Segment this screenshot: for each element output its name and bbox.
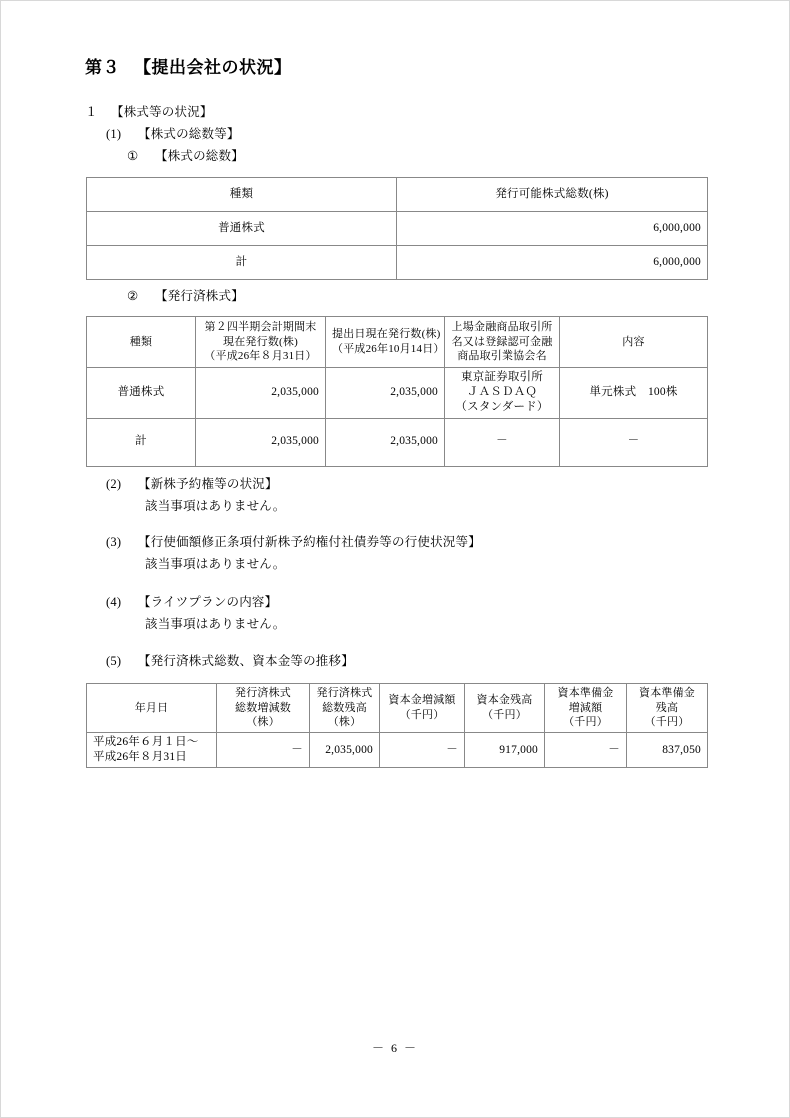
t2-row0-filing-shares: 2,035,000 xyxy=(326,368,445,419)
t3-header-reserve-change-l2: 増減額 xyxy=(568,701,603,714)
t2-header-type: 種類 xyxy=(87,317,196,368)
t3-header-capital-balance xyxy=(465,684,545,733)
table-row xyxy=(87,317,708,368)
t3-header-reserve-change-l1: 資本準備金 xyxy=(557,687,614,700)
table-row xyxy=(87,178,708,212)
section-heading-1-2 xyxy=(106,474,278,492)
table-row xyxy=(87,733,708,768)
table-total-shares xyxy=(86,177,708,280)
t3-header-capital-change-l2: （千円） xyxy=(399,709,445,721)
t2-row0-exchange-line3: （スタンダード） xyxy=(455,401,549,414)
t2-row0-q2-shares: 2,035,000 xyxy=(196,368,326,419)
t2-row1-type: 計 xyxy=(87,418,196,466)
section-heading-1-1-2 xyxy=(127,286,244,304)
t2-header-q2-line2: 現在発行数(株) xyxy=(223,335,298,348)
page-title-number: 第３ xyxy=(85,58,120,77)
t2-row1-filing-shares: 2,035,000 xyxy=(326,418,445,466)
t3-header-reserve-change xyxy=(545,684,627,733)
t2-header-q2 xyxy=(196,317,326,368)
section-1-2-label: 【新株予約権等の状況】 xyxy=(138,477,278,491)
t3-header-capital-balance-l1: 資本金残高 xyxy=(476,694,533,707)
section-heading-1-4 xyxy=(106,592,277,610)
page-footer: － 6 － xyxy=(371,1041,418,1055)
t2-row0-exchange-line1: 東京証券取引所 xyxy=(461,371,543,383)
t2-header-filing-line1: 提出日現在発行数(株) xyxy=(332,328,441,341)
t3-row0-date-l2: 平成26年８月31日 xyxy=(93,751,187,764)
section-1-4-marker: (4) xyxy=(106,595,122,609)
t2-header-exchange xyxy=(445,317,560,368)
t3-row0-reserve-balance: 837,050 xyxy=(627,733,708,768)
page-title-text: 【提出会社の状況】 xyxy=(134,58,292,77)
table-issued-shares xyxy=(86,316,708,467)
section-1-1-label: 【株式の総数等】 xyxy=(138,127,240,141)
t2-header-exchange-line2: 名又は登録認可金融 xyxy=(451,335,553,348)
t3-row0-capital-change: － xyxy=(380,733,465,768)
t3-header-capital-balance-l2: （千円） xyxy=(482,709,527,721)
section-heading-1 xyxy=(85,102,213,120)
t2-row1-q2-shares: 2,035,000 xyxy=(196,418,326,466)
t3-header-issued-balance xyxy=(310,684,380,733)
t3-header-date: 年月日 xyxy=(87,684,217,733)
t1-row1-type: 計 xyxy=(87,246,397,280)
section-1-marker: １ xyxy=(85,105,98,119)
section-1-1-2-marker: ② xyxy=(127,289,139,303)
section-heading-1-5 xyxy=(106,651,354,669)
t1-row1-total: 6,000,000 xyxy=(397,246,708,280)
section-1-4-label: 【ライツプランの内容】 xyxy=(138,595,278,609)
t3-header-capital-change xyxy=(380,684,465,733)
section-1-3-body: 該当事項はありません。 xyxy=(145,557,286,571)
t2-row0-exchange xyxy=(445,368,560,419)
t2-row1-exchange: － xyxy=(445,418,560,466)
t2-row1-content: － xyxy=(560,418,708,466)
t3-row0-capital-balance: 917,000 xyxy=(465,733,545,768)
t2-row0-type: 普通株式 xyxy=(87,368,196,419)
t3-row0-date xyxy=(87,733,217,768)
section-1-1-2-label: 【発行済株式】 xyxy=(155,289,244,303)
section-1-2-marker: (2) xyxy=(106,477,122,491)
t3-row0-issued-change: － xyxy=(217,733,310,768)
t3-header-issued-change-l2: 総数増減数 xyxy=(235,701,291,714)
t3-header-issued-change-l3: （株） xyxy=(246,716,280,729)
t2-header-exchange-line3: 商品取引業協会名 xyxy=(457,350,547,363)
t3-header-reserve-balance-l2: 残高 xyxy=(655,701,679,714)
t2-header-q2-line1: 第２四半期会計期間末 xyxy=(204,321,317,334)
t2-header-content: 内容 xyxy=(560,317,708,368)
t3-header-reserve-balance-l3: （千円） xyxy=(644,716,690,729)
t1-row0-total: 6,000,000 xyxy=(397,212,708,246)
t3-header-reserve-balance xyxy=(627,684,708,733)
t3-header-issued-change xyxy=(217,684,310,733)
table-row xyxy=(87,684,708,733)
section-1-5-label: 【発行済株式総数、資本金等の推移】 xyxy=(138,654,354,668)
section-heading-1-1-1 xyxy=(127,146,244,164)
section-heading-1-3 xyxy=(106,532,481,550)
table-row xyxy=(87,368,708,419)
t3-header-reserve-balance-l1: 資本準備金 xyxy=(639,687,695,700)
section-1-5-marker: (5) xyxy=(106,654,122,668)
t3-row0-date-l1: 平成26年６月１日～ xyxy=(93,736,199,748)
t1-header-total: 発行可能株式総数(株) xyxy=(397,178,708,212)
section-1-1-1-label: 【株式の総数】 xyxy=(155,149,244,163)
t2-header-q2-line3: （平成26年８月31日） xyxy=(204,350,317,363)
t3-header-capital-change-l1: 資本金増減額 xyxy=(388,694,456,707)
t1-row0-type: 普通株式 xyxy=(87,212,397,246)
t2-row0-exchange-line2: ＪＡＳＤＡＱ xyxy=(466,386,538,399)
section-1-1-1-marker: ① xyxy=(127,149,139,163)
table-row xyxy=(87,418,708,466)
t2-header-filing-line2: （平成26年10月14日） xyxy=(332,343,445,355)
t3-header-issued-balance-l2: 総数残高 xyxy=(322,701,367,714)
t3-header-issued-balance-l3: （株） xyxy=(327,716,362,729)
t3-header-issued-change-l1: 発行済株式 xyxy=(235,687,291,700)
t2-header-exchange-line1: 上場金融商品取引所 xyxy=(451,321,553,334)
table-row xyxy=(87,246,708,280)
table-row xyxy=(87,212,708,246)
t3-header-reserve-change-l3: （千円） xyxy=(563,716,608,729)
section-1-2-body: 該当事項はありません。 xyxy=(145,499,286,513)
t2-row0-content: 単元株式 100株 xyxy=(560,368,708,419)
section-1-1-marker: (1) xyxy=(106,127,122,141)
section-heading-1-1 xyxy=(106,124,240,142)
section-1-label: 【株式等の状況】 xyxy=(111,105,213,119)
t1-header-type: 種類 xyxy=(87,178,397,212)
t2-header-filing xyxy=(326,317,445,368)
table-capital-history xyxy=(86,683,708,768)
section-1-4-body: 該当事項はありません。 xyxy=(145,617,286,631)
t3-header-issued-balance-l1: 発行済株式 xyxy=(316,687,373,700)
t3-row0-issued-balance: 2,035,000 xyxy=(310,733,380,768)
page-title xyxy=(85,53,292,78)
t3-row0-reserve-change: － xyxy=(545,733,627,768)
section-1-3-label: 【行使価額修正条項付新株予約権付社債券等の行使状況等】 xyxy=(138,535,481,549)
section-1-3-marker: (3) xyxy=(106,535,122,549)
